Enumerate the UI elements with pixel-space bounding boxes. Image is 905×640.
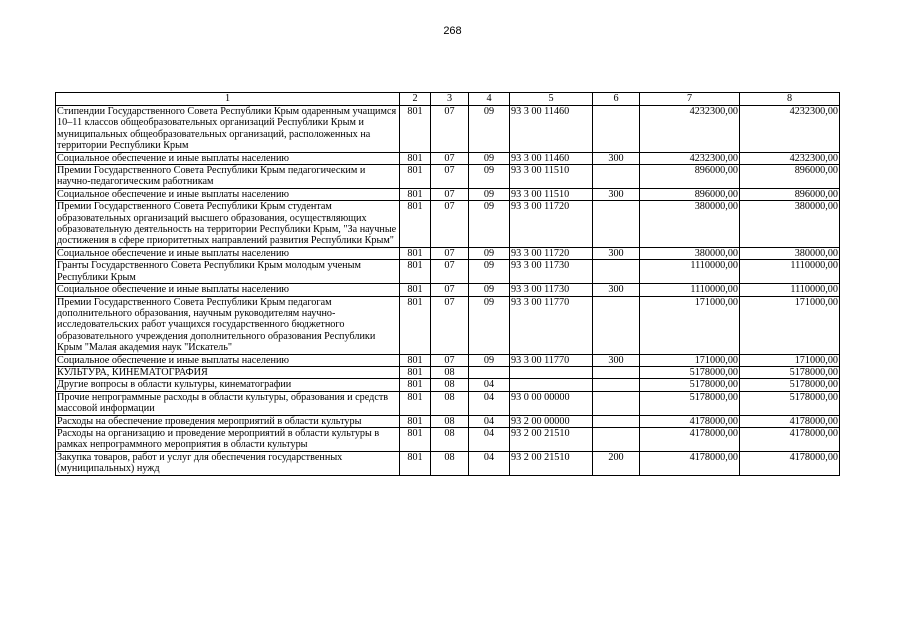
amount-year2-cell: 4232300,00 [740, 152, 840, 164]
expense-type-cell [593, 427, 640, 451]
ved-code-cell: 801 [400, 106, 431, 153]
expense-type-cell [593, 106, 640, 153]
table-row [56, 451, 840, 475]
ved-code-cell: 801 [400, 366, 431, 378]
header-cell: 4 [469, 93, 510, 106]
amount-year1-cell: 380000,00 [640, 201, 740, 248]
header-cell: 2 [400, 93, 431, 106]
table-row [56, 260, 840, 284]
row-name-cell: Социальное обеспечение и иные выплаты населению [56, 354, 400, 366]
row-name-cell: Социальное обеспечение и иные выплаты населению [56, 152, 400, 164]
amount-year2-cell: 5178000,00 [740, 391, 840, 415]
expense-type-cell: 300 [593, 354, 640, 366]
expense-type-cell [593, 165, 640, 189]
header-cell: 6 [593, 93, 640, 106]
header-cell: 3 [431, 93, 469, 106]
row-name-cell: Премии Государственного Совета Республики Крым студентам образовательных организаций высшего образования, осуществляющих образовательную деятельность на территории Республики Крым, "За научные достижения в сфере приоритетных направлений развития Республики Крым" [56, 201, 400, 248]
target-article-cell: 93 2 00 00000 [510, 415, 593, 427]
page-number: 268 [443, 25, 462, 37]
ved-code-cell: 801 [400, 260, 431, 284]
amount-year1-cell: 4232300,00 [640, 106, 740, 153]
subsection-code-cell: 09 [469, 296, 510, 354]
subsection-code-cell: 09 [469, 106, 510, 153]
amount-year1-cell: 5178000,00 [640, 379, 740, 391]
amount-year2-cell: 171000,00 [740, 354, 840, 366]
ved-code-cell: 801 [400, 415, 431, 427]
ved-code-cell: 801 [400, 165, 431, 189]
header-cell: 1 [56, 93, 400, 106]
expense-type-cell [593, 366, 640, 378]
row-name-cell: Стипендии Государственного Совета Республики Крым одаренным учащимся 10–11 классов общеобразовательных организаций Республики Крым и муниципальных общеобразовательных организаций, расположенных на территории Республики Крым [56, 106, 400, 153]
target-article-cell: 93 2 00 21510 [510, 451, 593, 475]
target-article-cell: 93 3 00 11730 [510, 284, 593, 296]
subsection-code-cell: 09 [469, 260, 510, 284]
target-article-cell: 93 2 00 21510 [510, 427, 593, 451]
table-row [56, 296, 840, 354]
header-cell: 8 [740, 93, 840, 106]
amount-year2-cell: 4178000,00 [740, 451, 840, 475]
amount-year1-cell: 4178000,00 [640, 451, 740, 475]
section-code-cell: 08 [431, 415, 469, 427]
subsection-code-cell: 09 [469, 247, 510, 259]
row-name-cell: Социальное обеспечение и иные выплаты населению [56, 188, 400, 200]
subsection-code-cell: 09 [469, 201, 510, 248]
target-article-cell: 93 3 00 11510 [510, 165, 593, 189]
ved-code-cell: 801 [400, 152, 431, 164]
subsection-code-cell [469, 366, 510, 378]
header-cell: 5 [510, 93, 593, 106]
row-name-cell: Социальное обеспечение и иные выплаты населению [56, 284, 400, 296]
header-row [56, 93, 840, 106]
amount-year1-cell: 896000,00 [640, 188, 740, 200]
ved-code-cell: 801 [400, 451, 431, 475]
expense-type-cell: 300 [593, 284, 640, 296]
subsection-code-cell: 09 [469, 188, 510, 200]
amount-year1-cell: 4232300,00 [640, 152, 740, 164]
section-code-cell: 08 [431, 379, 469, 391]
section-code-cell: 07 [431, 247, 469, 259]
row-name-cell: Закупка товаров, работ и услуг для обеспечения государственных (муниципальных) нужд [56, 451, 400, 475]
section-code-cell: 07 [431, 284, 469, 296]
amount-year2-cell: 1110000,00 [740, 260, 840, 284]
target-article-cell: 93 3 00 11730 [510, 260, 593, 284]
amount-year2-cell: 4178000,00 [740, 415, 840, 427]
subsection-code-cell: 09 [469, 152, 510, 164]
target-article-cell: 93 3 00 11770 [510, 296, 593, 354]
section-code-cell: 08 [431, 451, 469, 475]
amount-year1-cell: 5178000,00 [640, 366, 740, 378]
ved-code-cell: 801 [400, 379, 431, 391]
table-row [56, 152, 840, 164]
table-row [56, 427, 840, 451]
table-row [56, 201, 840, 248]
table-row [56, 379, 840, 391]
amount-year2-cell: 896000,00 [740, 188, 840, 200]
amount-year1-cell: 171000,00 [640, 296, 740, 354]
table-row [56, 391, 840, 415]
amount-year1-cell: 5178000,00 [640, 391, 740, 415]
subsection-code-cell: 09 [469, 165, 510, 189]
table-row [56, 284, 840, 296]
row-name-cell: Другие вопросы в области культуры, кинематографии [56, 379, 400, 391]
expense-type-cell [593, 296, 640, 354]
subsection-code-cell: 09 [469, 354, 510, 366]
ved-code-cell: 801 [400, 201, 431, 248]
target-article-cell [510, 379, 593, 391]
ved-code-cell: 801 [400, 247, 431, 259]
amount-year1-cell: 896000,00 [640, 165, 740, 189]
subsection-code-cell: 04 [469, 427, 510, 451]
amount-year2-cell: 896000,00 [740, 165, 840, 189]
row-name-cell: Расходы на обеспечение проведения мероприятий в области культуры [56, 415, 400, 427]
target-article-cell: 93 0 00 00000 [510, 391, 593, 415]
amount-year2-cell: 4178000,00 [740, 427, 840, 451]
amount-year1-cell: 4178000,00 [640, 415, 740, 427]
ved-code-cell: 801 [400, 391, 431, 415]
row-name-cell: Расходы на организацию и проведение мероприятий в области культуры в рамках непрограммного мероприятия в области культуры [56, 427, 400, 451]
expense-type-cell [593, 260, 640, 284]
ved-code-cell: 801 [400, 354, 431, 366]
target-article-cell: 93 3 00 11510 [510, 188, 593, 200]
expense-type-cell: 300 [593, 152, 640, 164]
table-body [56, 106, 840, 476]
section-code-cell: 08 [431, 366, 469, 378]
section-code-cell: 08 [431, 391, 469, 415]
amount-year1-cell: 1110000,00 [640, 260, 740, 284]
subsection-code-cell: 09 [469, 284, 510, 296]
amount-year2-cell: 171000,00 [740, 296, 840, 354]
expense-type-cell [593, 379, 640, 391]
target-article-cell: 93 3 00 11720 [510, 201, 593, 248]
amount-year1-cell: 4178000,00 [640, 427, 740, 451]
section-code-cell: 07 [431, 152, 469, 164]
expense-type-cell: 200 [593, 451, 640, 475]
amount-year2-cell: 1110000,00 [740, 284, 840, 296]
subsection-code-cell: 04 [469, 451, 510, 475]
row-name-cell: Гранты Государственного Совета Республики Крым молодым ученым Республики Крым [56, 260, 400, 284]
subsection-code-cell: 04 [469, 391, 510, 415]
row-name-cell: Премии Государственного Совета Республики Крым педагогам дополнительного образования, научным руководителям научно-исследовательских работ учащихся государственного бюджетного образовательного учреждения дополнительного образования Республики Крым "Малая академия наук "Искатель" [56, 296, 400, 354]
amount-year1-cell: 380000,00 [640, 247, 740, 259]
table-row [56, 106, 840, 153]
amount-year2-cell: 5178000,00 [740, 379, 840, 391]
section-code-cell: 07 [431, 106, 469, 153]
subsection-code-cell: 04 [469, 379, 510, 391]
expense-type-cell: 300 [593, 188, 640, 200]
target-article-cell: 93 3 00 11460 [510, 152, 593, 164]
row-name-cell: Социальное обеспечение и иные выплаты населению [56, 247, 400, 259]
row-name-cell: Премии Государственного Совета Республики Крым педагогическим и научно-педагогическим работникам [56, 165, 400, 189]
section-code-cell: 07 [431, 354, 469, 366]
amount-year2-cell: 4232300,00 [740, 106, 840, 153]
table-row [56, 354, 840, 366]
table-row [56, 188, 840, 200]
expense-type-cell: 300 [593, 247, 640, 259]
row-name-cell: КУЛЬТУРА, КИНЕМАТОГРАФИЯ [56, 366, 400, 378]
target-article-cell [510, 366, 593, 378]
row-name-cell: Прочие непрограммные расходы в области культуры, образования и средств массовой информации [56, 391, 400, 415]
expense-type-cell [593, 415, 640, 427]
header-cell: 7 [640, 93, 740, 106]
section-code-cell: 07 [431, 260, 469, 284]
target-article-cell: 93 3 00 11720 [510, 247, 593, 259]
table-row [56, 165, 840, 189]
ved-code-cell: 801 [400, 427, 431, 451]
subsection-code-cell: 04 [469, 415, 510, 427]
ved-code-cell: 801 [400, 296, 431, 354]
table-row [56, 415, 840, 427]
section-code-cell: 07 [431, 188, 469, 200]
section-code-cell: 08 [431, 427, 469, 451]
table-row [56, 366, 840, 378]
section-code-cell: 07 [431, 296, 469, 354]
budget-table [55, 92, 840, 476]
target-article-cell: 93 3 00 11460 [510, 106, 593, 153]
expense-type-cell [593, 201, 640, 248]
section-code-cell: 07 [431, 165, 469, 189]
table-row [56, 247, 840, 259]
amount-year1-cell: 171000,00 [640, 354, 740, 366]
amount-year1-cell: 1110000,00 [640, 284, 740, 296]
ved-code-cell: 801 [400, 188, 431, 200]
ved-code-cell: 801 [400, 284, 431, 296]
amount-year2-cell: 5178000,00 [740, 366, 840, 378]
target-article-cell: 93 3 00 11770 [510, 354, 593, 366]
expense-type-cell [593, 391, 640, 415]
amount-year2-cell: 380000,00 [740, 247, 840, 259]
section-code-cell: 07 [431, 201, 469, 248]
amount-year2-cell: 380000,00 [740, 201, 840, 248]
